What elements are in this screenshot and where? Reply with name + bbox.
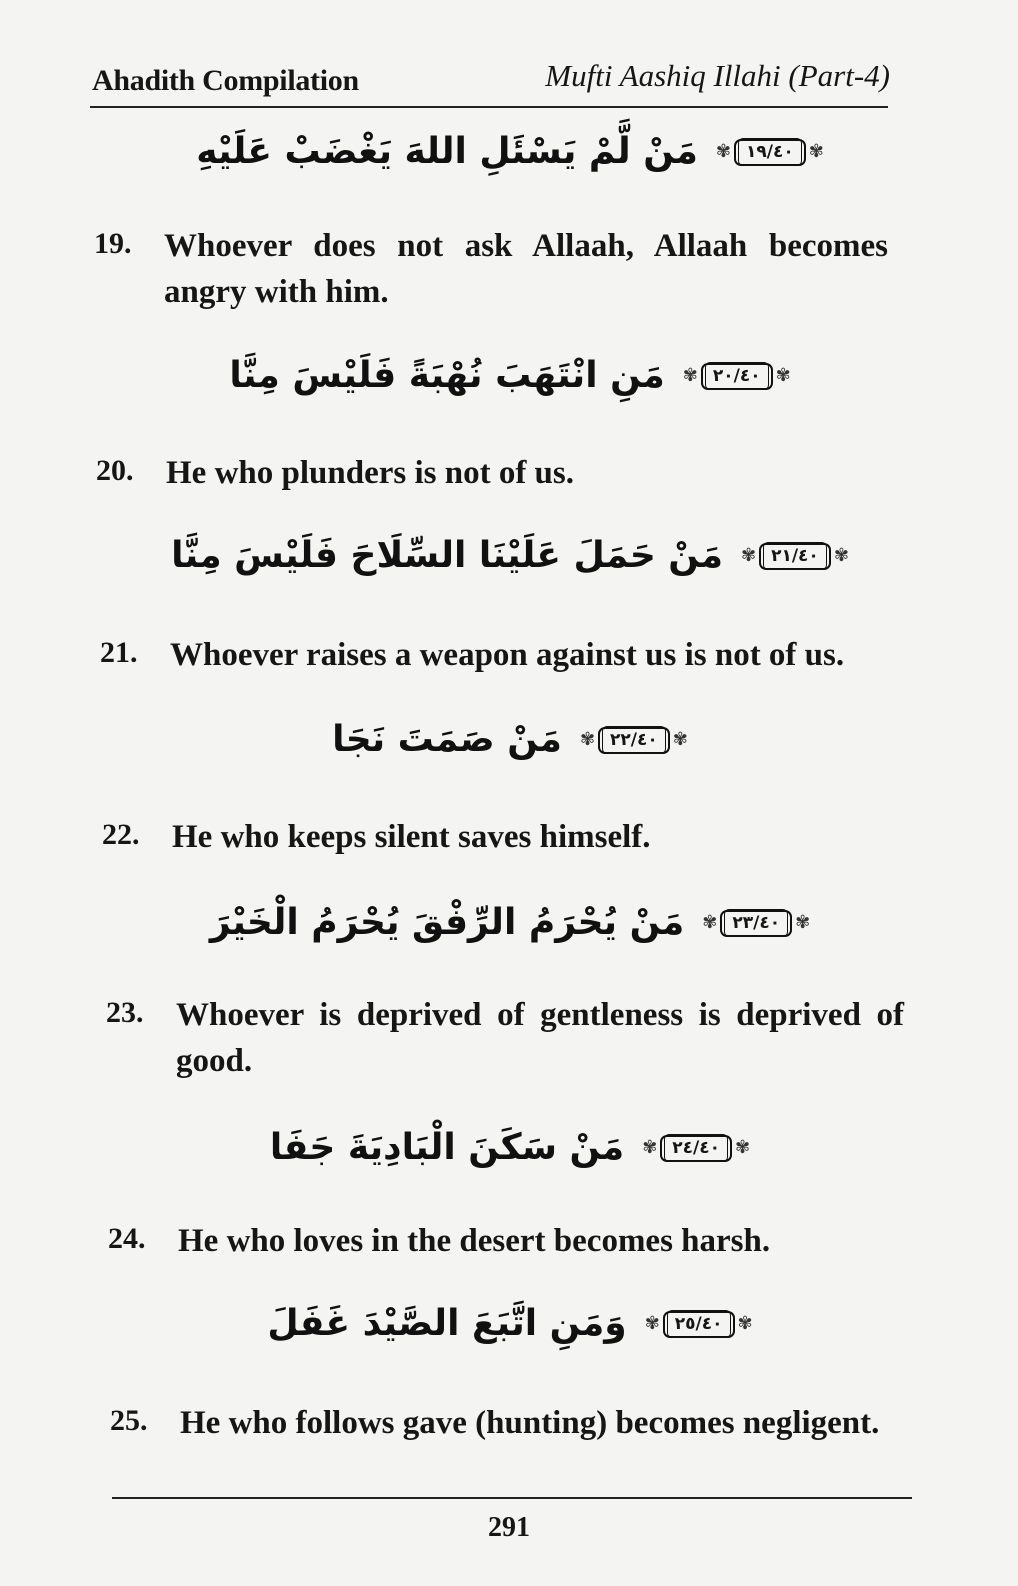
badge-number: ٢٤/٤٠: [664, 1134, 728, 1162]
entry-number: 23.: [106, 996, 144, 1029]
entry-number: 24.: [108, 1222, 146, 1255]
arabic-hadith-21: [120, 535, 900, 576]
hadith-number-badge: [741, 543, 849, 570]
floral-ornament-icon: ✾: [735, 1137, 751, 1158]
page-number: 291: [488, 1512, 530, 1543]
arabic-text: مَنْ يُحْرَمُ الرِّفْقَ يُحْرَمُ الْخَيْرَ: [209, 902, 685, 943]
entry-number: 25.: [110, 1404, 148, 1437]
floral-ornament-icon: ✾: [642, 1137, 658, 1158]
hadith-number-badge: [645, 1311, 753, 1338]
arabic-text: مَنْ حَمَلَ عَلَيْنَا السِّلَاحَ فَلَيْسَ مِنَّا: [171, 535, 723, 576]
entry-number: 20.: [96, 454, 134, 487]
arabic-hadith-25: [120, 1303, 900, 1344]
entry-translation: Whoever does not ask Allaah, Allaah becomes angry with him.: [164, 228, 888, 310]
floral-ornament-icon: ✾: [737, 1313, 753, 1334]
arabic-text: مَنْ سَكَنَ الْبَادِيَةَ جَفَا: [269, 1127, 625, 1168]
arabic-hadith-24: [120, 1127, 900, 1168]
entry-number: 19.: [94, 227, 132, 260]
floral-ornament-icon: ✾: [682, 365, 698, 386]
badge-number: ٢٠/٤٠: [705, 362, 769, 390]
header-author-title: Mufti Aashiq Illahi (Part-4): [545, 58, 890, 93]
arabic-text: مَنْ صَمَتَ نَجَا: [332, 719, 562, 760]
header-divider: [90, 106, 888, 108]
hadith-number-badge: [702, 910, 810, 937]
entry-number: 22.: [102, 818, 140, 851]
arabic-hadith-19: [120, 131, 900, 172]
hadith-number-badge: [642, 1135, 750, 1162]
badge-number: ٢٥/٤٠: [667, 1310, 731, 1338]
floral-ornament-icon: ✾: [579, 729, 596, 750]
badge-number: ٢١/٤٠: [763, 542, 827, 570]
badge-number: ٢٢/٤٠: [602, 726, 666, 754]
floral-ornament-icon: ✾: [795, 912, 811, 933]
floral-ornament-icon: ✾: [741, 545, 757, 566]
floral-ornament-icon: ✾: [808, 141, 824, 162]
floral-ornament-icon: ✾: [833, 545, 849, 566]
hadith-number-badge: [683, 363, 791, 390]
floral-ornament-icon: ✾: [644, 1313, 660, 1334]
hadith-number-badge: [580, 727, 688, 754]
entry-translation: Whoever raises a weapon against us is not of us.: [170, 637, 845, 673]
hadith-number-badge: [716, 139, 824, 166]
arabic-hadith-20: [120, 355, 900, 396]
entry-translation: He who plunders is not of us.: [166, 455, 575, 491]
floral-ornament-icon: ✾: [775, 365, 791, 386]
floral-ornament-icon: ✾: [715, 141, 731, 162]
arabic-text: مَنِ انْتَهَبَ نُهْبَةً فَلَيْسَ مِنَّا: [229, 355, 665, 396]
entry-translation: He who keeps silent saves himself.: [172, 819, 651, 855]
floral-ornament-icon: ✾: [672, 729, 688, 750]
header-book-title: Ahadith Compilation: [92, 64, 359, 97]
badge-number: ١٩/٤٠: [738, 138, 802, 166]
arabic-hadith-23: [120, 902, 900, 943]
entry-number: 21.: [100, 636, 138, 669]
entry-translation: Whoever is deprived of gentleness is deprived of good.: [176, 997, 904, 1079]
footer-divider: [112, 1497, 912, 1499]
arabic-hadith-22: [120, 719, 900, 760]
entry-translation: He who loves in the desert becomes harsh.: [178, 1223, 771, 1259]
arabic-text: مَنْ لَّمْ يَسْئَلِ اللهَ يَغْضَبْ عَلَيْهِ: [196, 131, 698, 172]
badge-number: ٢٣/٤٠: [724, 909, 788, 937]
floral-ornament-icon: ✾: [702, 912, 718, 933]
entry-translation: He who follows gave (hunting) becomes negligent.: [180, 1405, 880, 1441]
arabic-text: وَمَنِ اتَّبَعَ الصَّيْدَ غَفَلَ: [267, 1303, 627, 1344]
